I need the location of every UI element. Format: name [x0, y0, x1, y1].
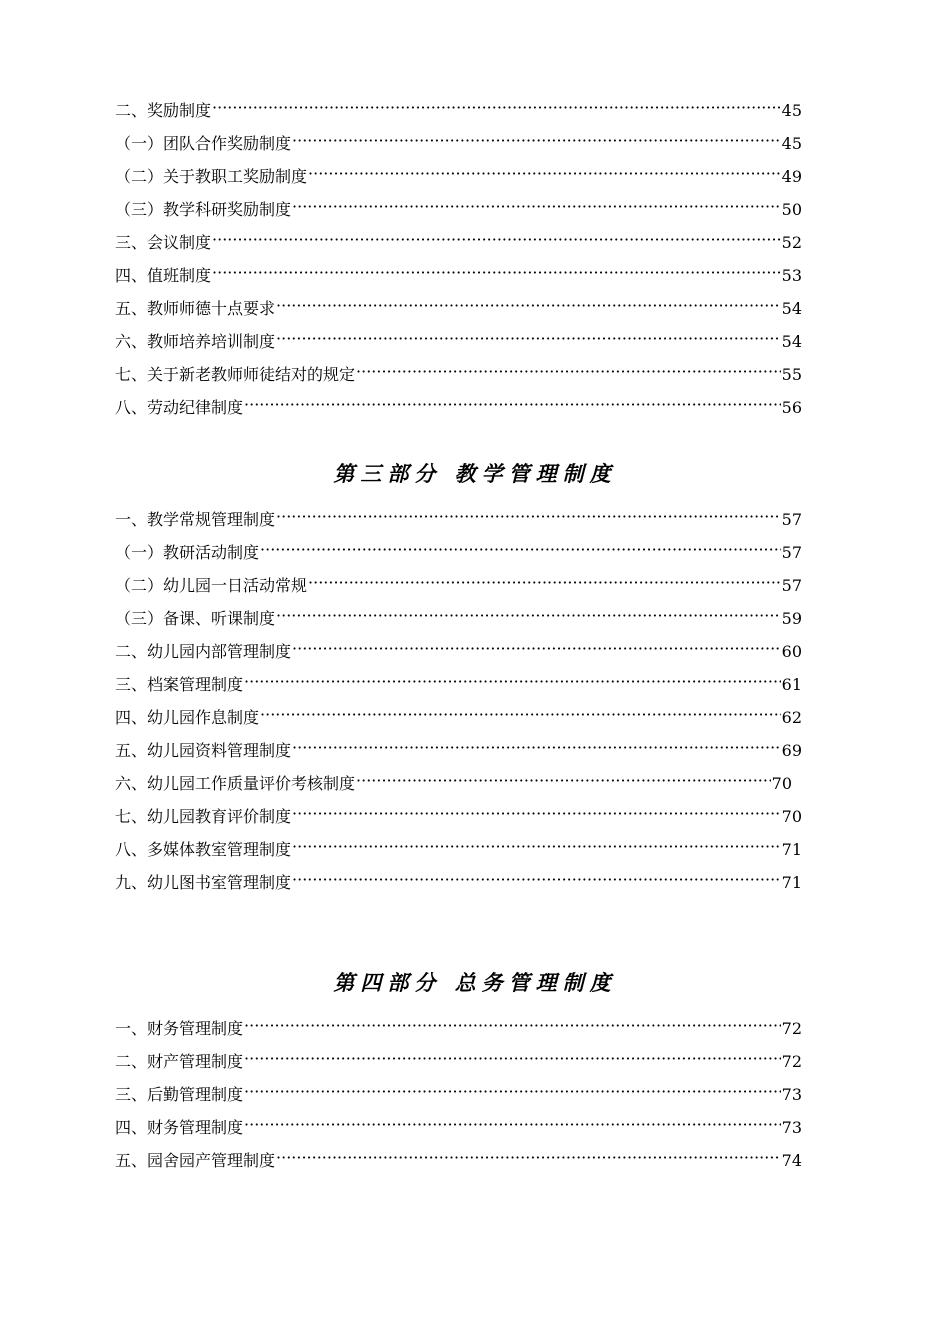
toc-leader-dots	[308, 573, 781, 593]
toc-entry	[115, 728, 802, 761]
toc-entry-page: 45	[781, 101, 802, 120]
toc-entry-title: 三、档案管理制度	[115, 675, 244, 694]
toc-entry-page: 71	[781, 840, 802, 859]
toc-entry-page: 49	[781, 167, 802, 186]
toc-entry-title: （三）教学科研奖励制度	[115, 200, 292, 219]
toc-entry-page: 70	[781, 807, 802, 826]
toc-leader-dots	[260, 540, 781, 560]
toc-entry-title: 五、幼儿园资料管理制度	[115, 741, 292, 760]
toc-group-part4	[115, 1006, 802, 1171]
toc-entry	[115, 253, 802, 286]
toc-entry-page: 62	[781, 708, 802, 727]
toc-entry	[115, 629, 802, 662]
toc-leader-dots	[244, 1115, 781, 1135]
toc-leader-dots	[212, 230, 781, 250]
toc-leader-dots	[276, 296, 781, 316]
toc-entry-page: 54	[781, 332, 802, 351]
toc-group-part2	[115, 88, 802, 418]
toc-entry-page: 70	[771, 774, 792, 793]
toc-entry-title: 三、会议制度	[115, 233, 212, 252]
toc-entry	[115, 761, 792, 794]
toc-entry-title: （一）教研活动制度	[115, 543, 260, 562]
toc-leader-dots	[276, 1148, 781, 1168]
toc-entry-title: 一、财务管理制度	[115, 1019, 244, 1038]
toc-entry-page: 74	[781, 1151, 802, 1170]
toc-leader-dots	[276, 606, 781, 626]
toc-entry-page: 61	[781, 675, 802, 694]
toc-entry	[115, 827, 802, 860]
toc-entry-page: 54	[781, 299, 802, 318]
toc-entry-title: （三）备课、听课制度	[115, 609, 276, 628]
toc-entry-page: 69	[781, 741, 802, 760]
toc-entry-title: 七、幼儿园教育评价制度	[115, 807, 292, 826]
toc-entry	[115, 319, 802, 352]
toc-entry-title: （二）幼儿园一日活动常规	[115, 576, 308, 595]
toc-entry-title: 六、幼儿园工作质量评价考核制度	[115, 774, 356, 793]
toc-entry	[115, 860, 802, 893]
toc-leader-dots	[292, 804, 781, 824]
toc-entry-title: 六、教师培养培训制度	[115, 332, 276, 351]
toc-entry-title: 四、值班制度	[115, 266, 212, 285]
toc-entry-title: 八、多媒体教室管理制度	[115, 840, 292, 859]
toc-entry-page: 52	[781, 233, 802, 252]
toc-entry-title: 七、关于新老教师师徒结对的规定	[115, 365, 356, 384]
toc-leader-dots	[292, 131, 781, 151]
toc-entry	[115, 530, 802, 563]
toc-entry-title: 八、劳动纪律制度	[115, 398, 244, 417]
toc-entry-page: 50	[781, 200, 802, 219]
toc-entry-page: 73	[781, 1118, 802, 1137]
toc-leader-dots	[244, 395, 781, 415]
section-heading-part4: 第四部分 总务管理制度	[333, 970, 617, 995]
toc-entry	[115, 154, 802, 187]
toc-entry-page: 56	[781, 398, 802, 417]
toc-entry-title: 四、幼儿园作息制度	[115, 708, 260, 727]
toc-entry-title: 五、教师师德十点要求	[115, 299, 276, 318]
toc-entry	[115, 121, 802, 154]
toc-leader-dots	[356, 362, 781, 382]
toc-entry	[115, 1006, 802, 1039]
toc-leader-dots	[212, 263, 781, 283]
toc-entry-title: （一）团队合作奖励制度	[115, 134, 292, 153]
toc-entry-page: 72	[781, 1019, 802, 1038]
toc-entry	[115, 286, 802, 319]
toc-leader-dots	[292, 197, 781, 217]
toc-leader-dots	[308, 164, 781, 184]
toc-entry-title: 五、园舍园产管理制度	[115, 1151, 276, 1170]
toc-entry	[115, 1138, 802, 1171]
toc-entry	[115, 563, 802, 596]
toc-entry	[115, 385, 802, 418]
toc-entry-page: 57	[781, 576, 802, 595]
toc-entry-page: 57	[781, 510, 802, 529]
toc-leader-dots	[356, 771, 771, 791]
toc-entry-page: 59	[781, 609, 802, 628]
toc-entry-page: 57	[781, 543, 802, 562]
toc-entry-page: 71	[781, 873, 802, 892]
toc-leader-dots	[292, 738, 781, 758]
toc-entry	[115, 794, 802, 827]
toc-entry-title: 四、财务管理制度	[115, 1118, 244, 1137]
toc-entry-title: （二）关于教职工奖励制度	[115, 167, 308, 186]
toc-leader-dots	[292, 870, 781, 890]
toc-entry	[115, 220, 802, 253]
toc-leader-dots	[244, 1082, 781, 1102]
toc-group-part3	[115, 497, 802, 893]
toc-leader-dots	[276, 329, 781, 349]
toc-entry-page: 72	[781, 1052, 802, 1071]
toc-entry	[115, 187, 802, 220]
toc-entry-page: 55	[781, 365, 802, 384]
toc-entry-page: 53	[781, 266, 802, 285]
toc-leader-dots	[244, 1049, 781, 1069]
toc-entry	[115, 1039, 802, 1072]
toc-entry	[115, 695, 802, 728]
toc-leader-dots	[276, 507, 781, 527]
toc-leader-dots	[244, 672, 781, 692]
toc-entry-title: 九、幼儿图书室管理制度	[115, 873, 292, 892]
toc-entry-title: 二、财产管理制度	[115, 1052, 244, 1071]
toc-leader-dots	[244, 1016, 781, 1036]
toc-leader-dots	[292, 639, 781, 659]
toc-entry-page: 45	[781, 134, 802, 153]
toc-leader-dots	[260, 705, 781, 725]
toc-leader-dots	[212, 98, 781, 118]
toc-entry	[115, 662, 802, 695]
toc-entry-page: 73	[781, 1085, 802, 1104]
toc-entry-title: 三、后勤管理制度	[115, 1085, 244, 1104]
toc-leader-dots	[292, 837, 781, 857]
toc-entry	[115, 88, 802, 121]
toc-entry	[115, 1105, 802, 1138]
toc-entry-title: 一、教学常规管理制度	[115, 510, 276, 529]
toc-entry-page: 60	[781, 642, 802, 661]
toc-entry-title: 二、幼儿园内部管理制度	[115, 642, 292, 661]
toc-entry	[115, 596, 802, 629]
toc-entry	[115, 1072, 802, 1105]
toc-entry	[115, 497, 802, 530]
section-heading-part3: 第三部分 教学管理制度	[333, 461, 617, 486]
toc-entry-title: 二、奖励制度	[115, 101, 212, 120]
toc-entry	[115, 352, 802, 385]
